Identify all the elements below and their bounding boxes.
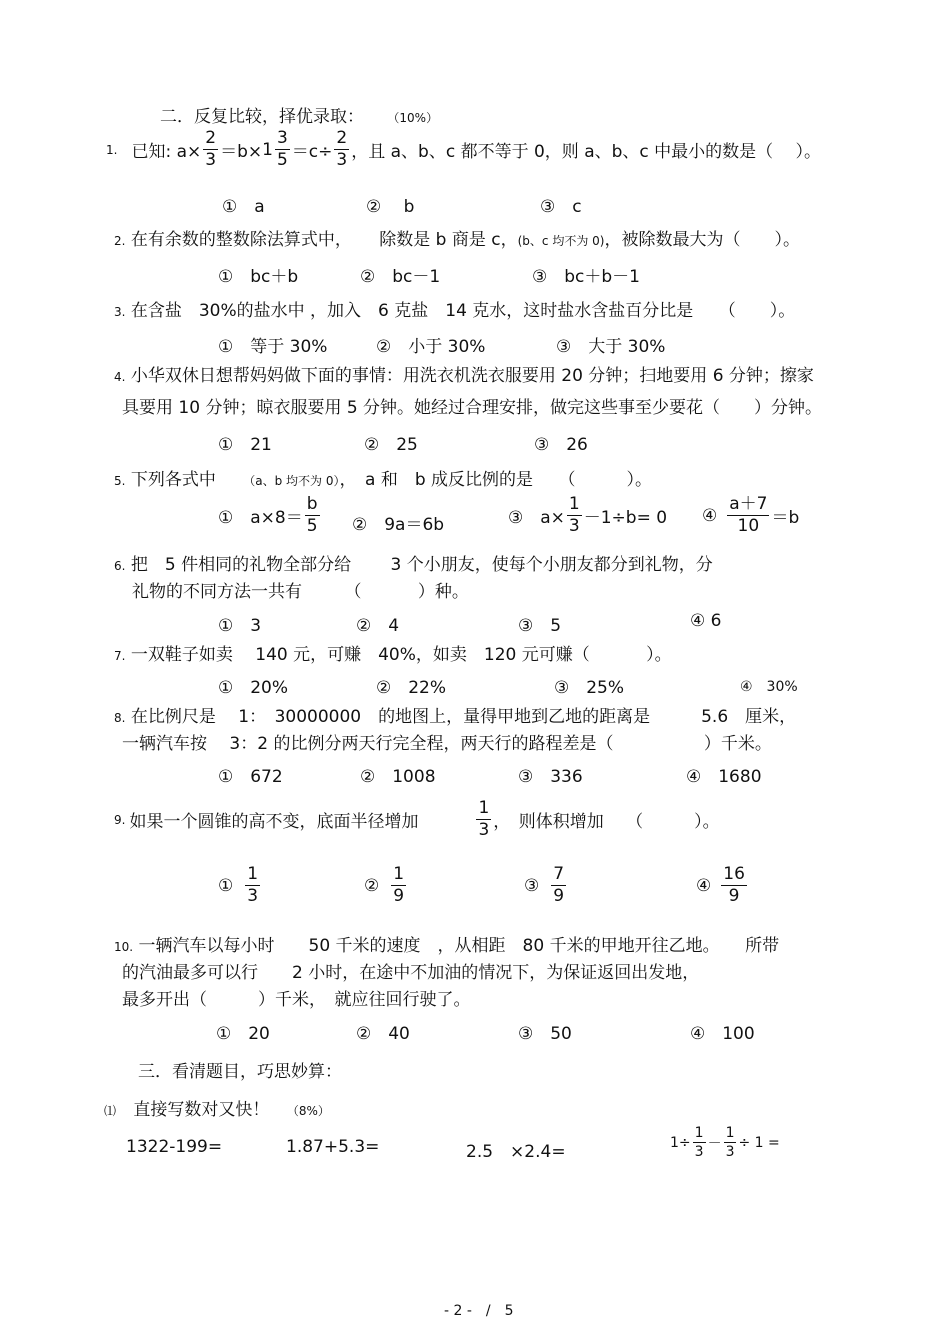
question-9 [114,800,720,839]
section-3-subtitle [104,1095,330,1120]
question-text: 已知: a× [131,142,202,162]
question-text: 把 5 件相同的礼物全部分给 3 个小朋友，使每个小朋友都分到礼物，分 [130,555,713,575]
option: ④ 100 [690,1024,755,1044]
question-text: 如果一个圆锥的高不变，底面半径增加 [129,812,419,832]
question-4-line-2: 具要用 10 分钟；晾衣服要用 5 分钟。她经过合理安排，做完这些事至少要花（ ）分钟。 [122,398,823,418]
question-2 [114,225,800,250]
option: ② bc－1 [360,267,441,287]
option: ① a×8＝ $\frac{b}{5}$ [218,494,318,536]
fraction: $\frac{2}{3}$ [336,128,348,170]
question-text: ， 则体积增加 （ ）。 [493,812,720,832]
option: ③ c [540,197,582,217]
question-text: 在含盐 30%的盐水中 ，加入 6 克盐 14 克水，这时盐水含盐百分比是 （ ）。 [130,301,796,321]
question-number: 3. [114,305,126,319]
option: ① 21 [218,435,272,455]
fraction: $\frac{1}{3}$ [725,1125,735,1160]
sub-score: （8%） [286,1104,330,1118]
question-number: 4. [114,370,126,384]
option: ③ 26 [534,435,588,455]
option: ④ 6 [690,611,722,631]
fraction: $\frac{1}{9}$ [393,864,405,906]
option: ④ $\frac{a+7}{10}$ ＝b [702,494,800,536]
section-2-score: （10%） [387,111,439,125]
sub-title: 直接写数对又快！ [133,1100,270,1120]
fraction: $\frac{2}{3}$ [205,128,217,170]
option: ④ 30% [740,679,798,695]
question-3 [114,296,795,321]
question-10-line-1 [114,931,779,956]
question-text: 在有余数的整数除法算式中， [130,230,352,250]
option: ② 4 [356,616,400,636]
fraction: $\frac{1}{3}$ [568,494,580,536]
question-text: ＝b× [220,142,263,162]
question-10-line-3: 最多开出（ ）千米， 就应往回行驶了。 [122,990,471,1010]
question-4-line-1 [114,361,814,386]
calc-item: 1322-199= [126,1137,223,1157]
option: ② 小于 30% [376,337,486,357]
fraction: $\frac{1}{3}$ [247,864,259,906]
question-text: 小华双休日想帮妈妈做下面的事情：用洗衣机洗衣服要用 20 分钟；扫地要用 6 分钟；擦家 [130,366,814,386]
question-text: 除数是 b 商是 c， [379,230,518,250]
question-note: (b、c 均不为 0) [517,234,605,248]
mixed-whole: 1 [262,139,273,160]
option: ③ a× $\frac{1}{3}$ －1÷b= 0 [508,494,668,536]
option: ③ 大于 30% [556,337,666,357]
option: ① bc＋b [218,267,299,287]
fraction: $\frac{1}{3}$ [694,1125,704,1160]
question-6-line-1 [114,550,713,575]
option: ① 3 [218,616,262,636]
option: ③ 336 [518,767,583,787]
section-2-title [160,102,438,127]
page-number: - 2 - / 5 [444,1303,514,1319]
question-text: ， a 和 b 成反比例的是 （ ）。 [339,470,653,490]
option: ④ $\frac{16}{9}$ [696,864,745,906]
option: ③ $\frac{7}{9}$ [524,864,565,906]
option: ④ 1680 [686,767,762,787]
question-text: 一辆汽车以每小时 50 千米的速度 ，从相距 80 千米的甲地开往乙地。 所带 [138,936,780,956]
option: ① 672 [218,767,283,787]
fraction: $\frac{b}{5}$ [306,494,318,536]
option: ③ 5 [518,616,562,636]
fraction: $\frac{3}{5}$ [276,128,288,170]
section-2-title-text: 二．反复比较，择优录取： [160,107,364,127]
question-number: 2. [114,234,126,248]
option: ③ 50 [518,1024,572,1044]
option: ② 9a＝6b [352,515,445,535]
sub-number: ⑴ [104,1104,117,1118]
question-text: ，且 a、b、c 都不等于 0，则 a、b、c 中最小的数是（ ）。 [351,142,822,162]
question-text: ＝c÷ [291,142,333,162]
option: ① 20 [216,1024,270,1044]
question-5 [114,465,652,490]
fraction: $\frac{a+7}{10}$ [729,494,768,536]
question-number: 8. [114,711,126,725]
option: ① a [222,197,265,217]
option: ① 等于 30% [218,337,328,357]
question-text: 一双鞋子如卖 140 元，可赚 40%，如卖 120 元可赚（ ）。 [130,645,672,665]
question-8-line-2: 一辆汽车按 3：2 的比例分两天行完全程，两天行的路程差是（ ）千米。 [122,734,772,754]
option: ③ bc＋b－1 [532,267,640,287]
question-number: 5. [114,474,126,488]
question-text: 在比例尺是 1： 30000000 的地图上，量得甲地到乙地的距离是 5.6 厘米， [130,707,797,727]
option: ③ 25% [554,678,625,698]
question-7 [114,640,672,665]
question-number: 10. [114,940,134,954]
question-6-line-2: 礼物的不同方法一共有 （ ）种。 [132,582,469,602]
question-note: （a、b 均不为 0） [243,474,340,488]
question-1 [106,130,821,169]
option: ② $\frac{1}{9}$ [364,864,405,906]
question-number: 9. [114,812,126,827]
option: ② 22% [376,678,447,698]
fraction: $\frac{16}{9}$ [723,864,745,906]
calc-item: 1.87+5.3= [286,1137,380,1157]
option: ① $\frac{1}{3}$ [218,864,259,906]
question-number: 1. [106,142,118,157]
option: ② 40 [356,1024,410,1044]
question-number: 7. [114,649,126,663]
question-10-line-2: 的汽油最多可以行 2 小时，在途中不加油的情况下，为保证返回出发地， [122,963,700,983]
option: ② 25 [364,435,418,455]
calc-item: 1÷ $\frac{1}{3}$ － $\frac{1}{3}$ ÷ 1 = [670,1125,780,1160]
fraction: $\frac{1}{3}$ [478,798,490,840]
option: ② b [366,197,415,217]
question-8-line-1 [114,702,796,727]
fraction: $\frac{7}{9}$ [553,864,565,906]
question-number: 6. [114,559,126,573]
question-text: 下列各式中 [130,470,216,490]
option: ① 20% [218,678,289,698]
question-text: ，被除数最大为（ ）。 [604,230,800,250]
calc-item: 2.5 ×2.4= [466,1142,566,1162]
option: ② 1008 [360,767,436,787]
section-3-title: 三．看清题目，巧思妙算： [138,1062,342,1082]
